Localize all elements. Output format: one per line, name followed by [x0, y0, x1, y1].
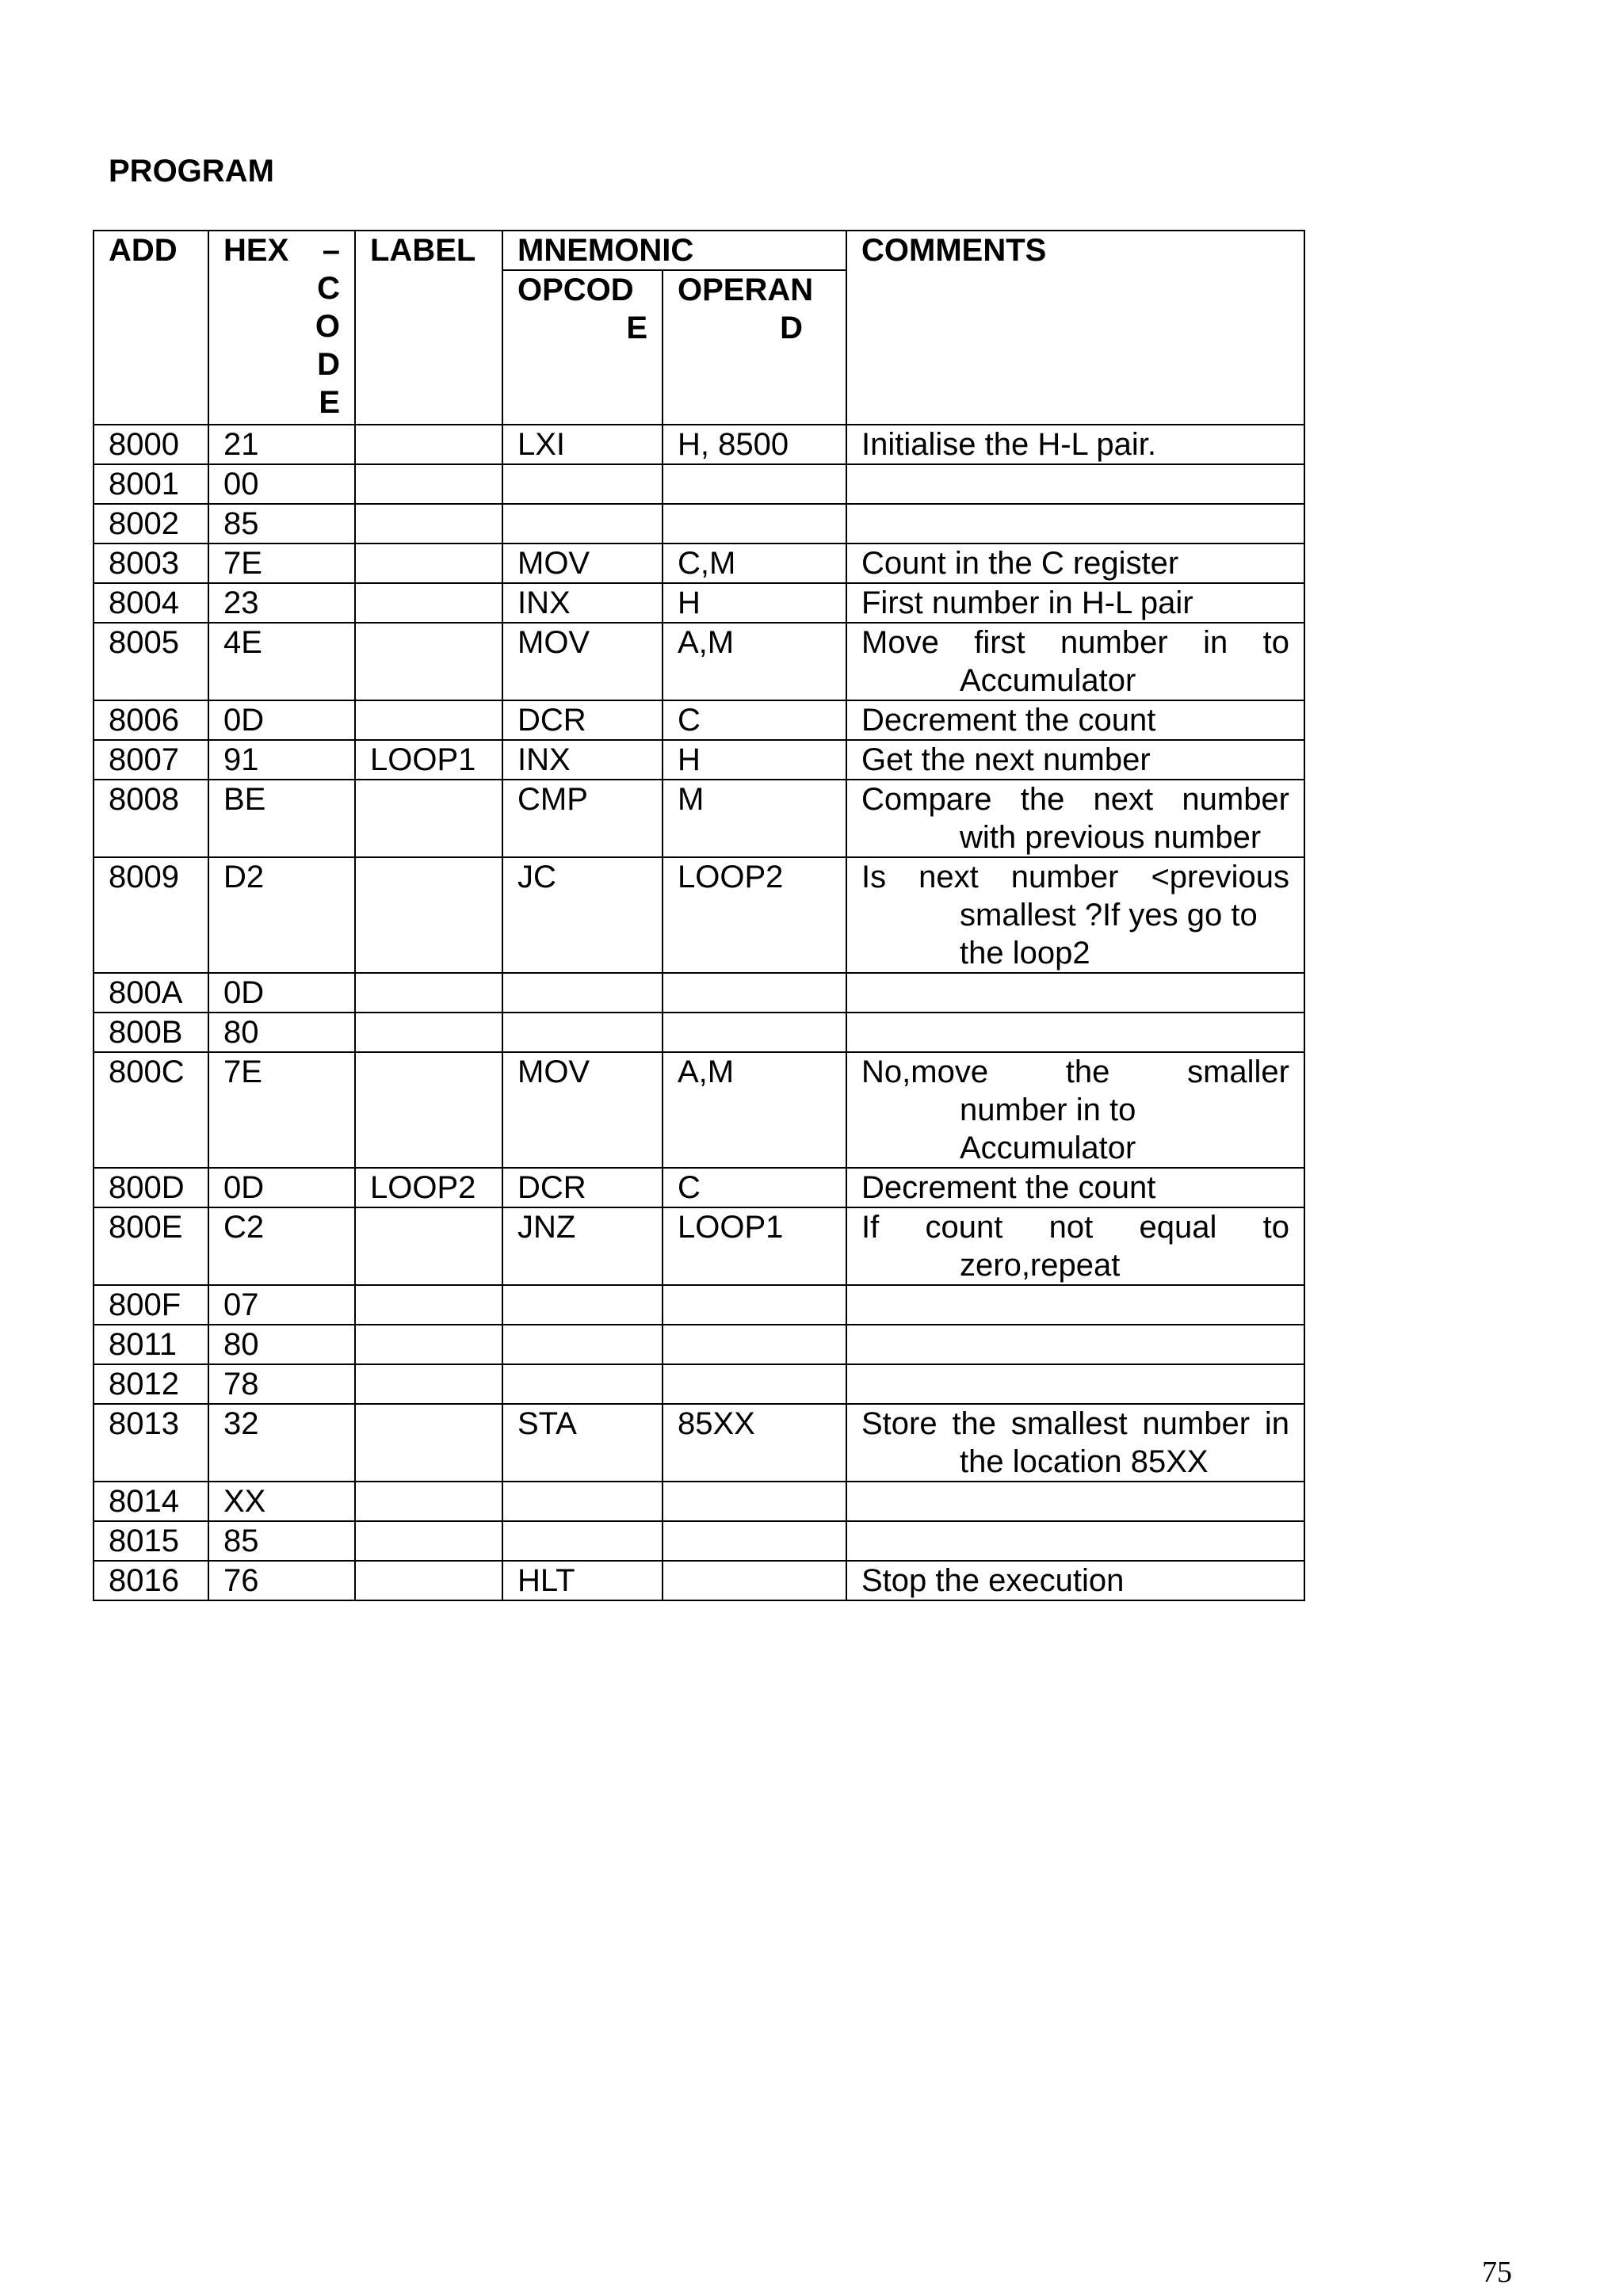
cell-label: [355, 700, 502, 740]
cell-label: [355, 1364, 502, 1404]
table-row: [94, 1521, 1304, 1561]
cell-label: [355, 1521, 502, 1561]
cell-address: 8009: [94, 857, 208, 973]
cell-address: 8001: [94, 464, 208, 504]
cell-label: [355, 1285, 502, 1325]
cell-opcode: JC: [502, 857, 663, 973]
program-table: [93, 230, 1305, 1601]
cell-label: [355, 857, 502, 973]
cell-comment: [846, 464, 1304, 504]
cell-opcode: STA: [502, 1404, 663, 1482]
cell-operand: [663, 1364, 846, 1404]
cell-label: [355, 1013, 502, 1052]
cell-opcode: [502, 1521, 663, 1561]
comment-line: smallest ?If yes go to: [960, 898, 1258, 933]
table-row: [94, 1325, 1304, 1364]
header-label: LABEL: [355, 231, 502, 425]
comment-line: Accumulator: [960, 1131, 1136, 1165]
cell-operand: [663, 1482, 846, 1521]
cell-label: [355, 425, 502, 464]
cell-operand: A,M: [663, 623, 846, 700]
cell-label: [355, 543, 502, 583]
header-opcode-top: OPCOD: [517, 273, 634, 307]
table-row: [94, 1052, 1304, 1168]
cell-operand: C: [663, 1168, 846, 1207]
cell-address: 8012: [94, 1364, 208, 1404]
cell-opcode: INX: [502, 740, 663, 780]
comment-line: If count not equal to: [861, 1210, 1289, 1245]
cell-opcode: [502, 1285, 663, 1325]
cell-label: [355, 464, 502, 504]
cell-address: 800D: [94, 1168, 208, 1207]
cell-opcode: JNZ: [502, 1207, 663, 1285]
header-hex-top: HEX: [223, 233, 289, 268]
cell-label: [355, 1325, 502, 1364]
header-operand: [663, 270, 846, 425]
cell-hex-code: 85: [208, 1521, 355, 1561]
table-row: [94, 464, 1304, 504]
cell-opcode: HLT: [502, 1561, 663, 1600]
cell-hex-code: 0D: [208, 1168, 355, 1207]
cell-operand: [663, 1285, 846, 1325]
cell-label: LOOP1: [355, 740, 502, 780]
cell-address: 800F: [94, 1285, 208, 1325]
cell-operand: LOOP2: [663, 857, 846, 973]
cell-opcode: DCR: [502, 700, 663, 740]
cell-hex-code: 32: [208, 1404, 355, 1482]
cell-label: [355, 780, 502, 857]
cell-address: 800B: [94, 1013, 208, 1052]
cell-label: [355, 1404, 502, 1482]
cell-hex-code: XX: [208, 1482, 355, 1521]
table-row: [94, 740, 1304, 780]
cell-comment: [846, 623, 1304, 700]
comment-line: Is next number <previous: [861, 860, 1289, 894]
cell-address: 8004: [94, 583, 208, 623]
cell-comment: [846, 1285, 1304, 1325]
comment-line: Accumulator: [960, 663, 1136, 698]
cell-hex-code: 0D: [208, 973, 355, 1013]
cell-operand: 85XX: [663, 1404, 846, 1482]
comment-line: the location 85XX: [960, 1444, 1209, 1479]
comment-line: No,move the smaller: [861, 1055, 1289, 1089]
cell-comment: [846, 1364, 1304, 1404]
table-row: [94, 1482, 1304, 1521]
header-opcode-bottom: E: [626, 311, 647, 345]
cell-comment: [846, 1482, 1304, 1521]
cell-operand: [663, 464, 846, 504]
cell-operand: [663, 1013, 846, 1052]
comment-line: Move first number in to: [861, 625, 1289, 660]
header-hex-dash: –: [322, 233, 340, 268]
table-row: [94, 700, 1304, 740]
cell-address: 8007: [94, 740, 208, 780]
cell-hex-code: 78: [208, 1364, 355, 1404]
table-row: [94, 1561, 1304, 1600]
header-hex-letter: E: [319, 385, 340, 420]
table-row: [94, 1404, 1304, 1482]
cell-opcode: DCR: [502, 1168, 663, 1207]
cell-address: 8016: [94, 1561, 208, 1600]
cell-comment: [846, 1013, 1304, 1052]
cell-operand: [663, 1521, 846, 1561]
cell-address: 8002: [94, 504, 208, 543]
comment-line: Get the next number: [861, 742, 1151, 777]
cell-comment: [846, 583, 1304, 623]
cell-label: [355, 973, 502, 1013]
table-row: [94, 1285, 1304, 1325]
comment-line: number in to: [960, 1093, 1136, 1127]
comment-line: Count in the C register: [861, 546, 1179, 581]
header-add: ADD: [94, 231, 208, 425]
cell-operand: [663, 973, 846, 1013]
cell-comment: [846, 857, 1304, 973]
cell-label: [355, 504, 502, 543]
cell-address: 800A: [94, 973, 208, 1013]
cell-label: [355, 1561, 502, 1600]
cell-opcode: INX: [502, 583, 663, 623]
cell-opcode: [502, 1325, 663, 1364]
cell-hex-code: 00: [208, 464, 355, 504]
cell-hex-code: C2: [208, 1207, 355, 1285]
comment-line: Stop the execution: [861, 1563, 1125, 1598]
comment-line: with previous number: [960, 820, 1262, 855]
table-row: [94, 583, 1304, 623]
cell-address: 8005: [94, 623, 208, 700]
header-hex-letter: C: [317, 271, 340, 306]
cell-address: 8013: [94, 1404, 208, 1482]
header-mnemonic: MNEMONIC: [502, 231, 846, 270]
cell-label: [355, 623, 502, 700]
header-opcode: [502, 270, 663, 425]
cell-comment: [846, 973, 1304, 1013]
cell-address: 8015: [94, 1521, 208, 1561]
table-row: [94, 1013, 1304, 1052]
cell-label: LOOP2: [355, 1168, 502, 1207]
cell-address: 8003: [94, 543, 208, 583]
comment-line: First number in H-L pair: [861, 585, 1193, 620]
cell-opcode: MOV: [502, 1052, 663, 1168]
cell-address: 8000: [94, 425, 208, 464]
comment-line: zero,repeat: [960, 1248, 1121, 1283]
cell-hex-code: 4E: [208, 623, 355, 700]
cell-hex-code: 7E: [208, 1052, 355, 1168]
comment-line: Initialise the H-L pair.: [861, 427, 1157, 462]
cell-operand: [663, 1325, 846, 1364]
page-heading: PROGRAM: [109, 154, 274, 189]
cell-operand: [663, 1561, 846, 1600]
cell-comment: [846, 504, 1304, 543]
cell-hex-code: BE: [208, 780, 355, 857]
cell-opcode: [502, 1364, 663, 1404]
comment-line: Decrement the count: [861, 1170, 1156, 1205]
cell-hex-code: 21: [208, 425, 355, 464]
cell-operand: A,M: [663, 1052, 846, 1168]
cell-opcode: [502, 1482, 663, 1521]
table-row: [94, 857, 1304, 973]
cell-opcode: [502, 504, 663, 543]
cell-operand: H, 8500: [663, 425, 846, 464]
cell-hex-code: 91: [208, 740, 355, 780]
cell-comment: [846, 1207, 1304, 1285]
table-row: [94, 780, 1304, 857]
cell-opcode: [502, 973, 663, 1013]
table-row: [94, 425, 1304, 464]
cell-label: [355, 1207, 502, 1285]
cell-comment: [846, 425, 1304, 464]
cell-hex-code: 23: [208, 583, 355, 623]
cell-opcode: MOV: [502, 543, 663, 583]
cell-opcode: LXI: [502, 425, 663, 464]
cell-comment: [846, 1404, 1304, 1482]
header-hex-code: [208, 231, 355, 425]
cell-comment: [846, 1168, 1304, 1207]
header-operand-top: OPERAN: [678, 273, 814, 307]
cell-address: 800E: [94, 1207, 208, 1285]
cell-label: [355, 583, 502, 623]
cell-hex-code: 07: [208, 1285, 355, 1325]
cell-opcode: CMP: [502, 780, 663, 857]
table-row: [94, 1207, 1304, 1285]
cell-comment: [846, 543, 1304, 583]
table-row: [94, 1364, 1304, 1404]
cell-comment: [846, 1521, 1304, 1561]
cell-comment: [846, 740, 1304, 780]
cell-hex-code: 80: [208, 1325, 355, 1364]
table-row: [94, 543, 1304, 583]
header-hex-letter: O: [315, 309, 340, 344]
cell-hex-code: D2: [208, 857, 355, 973]
cell-address: 8014: [94, 1482, 208, 1521]
table-row: [94, 623, 1304, 700]
comment-line: the loop2: [960, 936, 1090, 971]
cell-operand: M: [663, 780, 846, 857]
cell-label: [355, 1052, 502, 1168]
comment-line: Decrement the count: [861, 703, 1156, 738]
cell-address: 8011: [94, 1325, 208, 1364]
comment-line: Store the smallest number in: [861, 1406, 1289, 1441]
cell-comment: [846, 1561, 1304, 1600]
cell-comment: [846, 700, 1304, 740]
cell-address: 800C: [94, 1052, 208, 1168]
cell-comment: [846, 1052, 1304, 1168]
table-row: [94, 973, 1304, 1013]
cell-opcode: [502, 1013, 663, 1052]
cell-operand: H: [663, 583, 846, 623]
table-row: [94, 504, 1304, 543]
cell-opcode: MOV: [502, 623, 663, 700]
comment-line: Compare the next number: [861, 782, 1289, 817]
cell-operand: C: [663, 700, 846, 740]
page-number: 75: [1482, 2256, 1512, 2289]
program-table-header: [94, 231, 1304, 425]
cell-hex-code: 76: [208, 1561, 355, 1600]
header-operand-bottom: D: [780, 311, 803, 345]
cell-address: 8006: [94, 700, 208, 740]
cell-address: 8008: [94, 780, 208, 857]
cell-hex-code: 7E: [208, 543, 355, 583]
cell-operand: H: [663, 740, 846, 780]
cell-operand: [663, 504, 846, 543]
header-hex-letter: D: [317, 347, 340, 382]
cell-hex-code: 85: [208, 504, 355, 543]
table-row: [94, 1168, 1304, 1207]
cell-hex-code: 80: [208, 1013, 355, 1052]
program-table-body: [94, 425, 1304, 1600]
header-comments: COMMENTS: [846, 231, 1304, 425]
cell-operand: LOOP1: [663, 1207, 846, 1285]
cell-opcode: [502, 464, 663, 504]
cell-comment: [846, 1325, 1304, 1364]
cell-hex-code: 0D: [208, 700, 355, 740]
cell-comment: [846, 780, 1304, 857]
cell-operand: C,M: [663, 543, 846, 583]
cell-label: [355, 1482, 502, 1521]
